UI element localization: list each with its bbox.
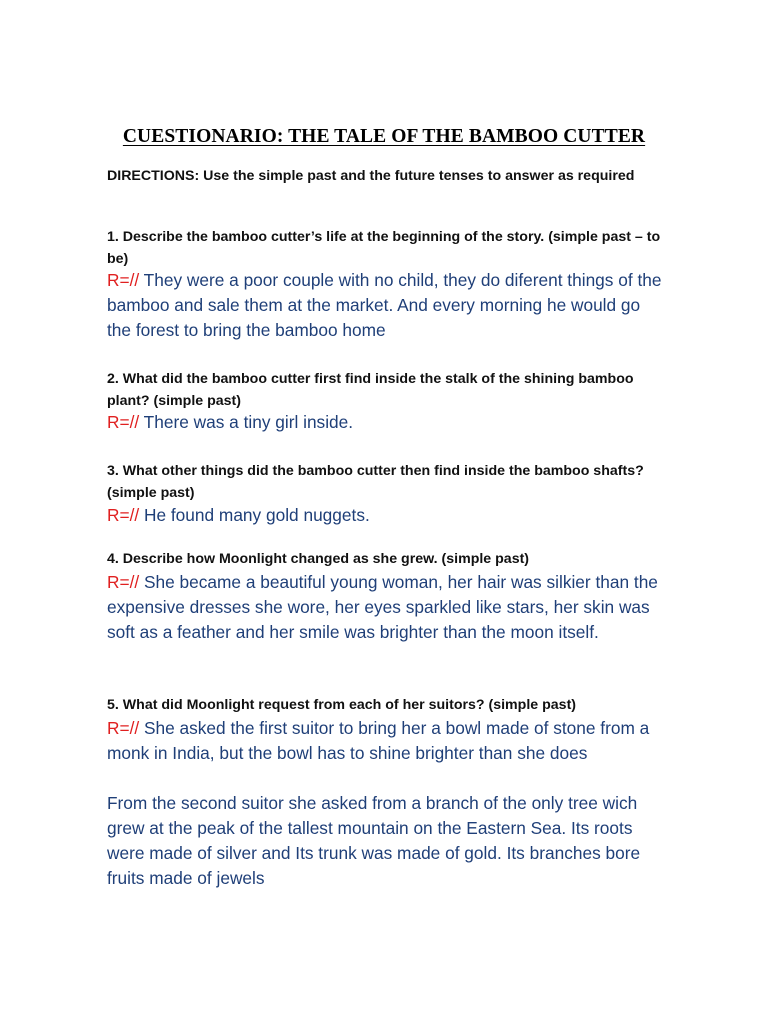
- question-1: 1. Describe the bamboo cutter’s life at the beginning of the story. (simple past – to be): [107, 229, 661, 267]
- answer-marker: R=//: [107, 505, 140, 525]
- question-3: 3. What other things did the bamboo cutter then find inside the bamboo shafts? (simple past): [107, 463, 644, 501]
- directions-text: DIRECTIONS: Use the simple past and the future tenses to answer as required: [107, 168, 635, 184]
- answer-3: [107, 503, 667, 528]
- answer-marker: R=//: [107, 572, 140, 592]
- answer-marker: R=//: [107, 412, 140, 432]
- answer-4-text: She became a beautiful young woman, her hair was silkier than the expensive dresses she wore, her eyes sparkled like stars, her skin was soft as a feather and her smile was brighter than the moon itself.: [107, 572, 658, 642]
- answer-5-continued: From the second suitor she asked from a branch of the only tree wich grew at the peak of the tallest mountain on the Eastern Sea. Its roots were made of silver and Its trunk was made of gold. Its branches bore fruits made of jewels: [107, 793, 641, 888]
- answer-2: [107, 410, 667, 435]
- question-2: 2. What did the bamboo cutter first find inside the stalk of the shining bamboo plant? (simple past): [107, 371, 634, 409]
- answer-5: [107, 716, 667, 766]
- question-5: 5. What did Moonlight request from each of her suitors? (simple past): [107, 697, 577, 713]
- answer-5-text: She asked the first suitor to bring her a bowl made of stone from a monk in India, but the bowl has to shine brighter than she does: [107, 718, 650, 763]
- answer-3-text: He found many gold nuggets.: [139, 505, 370, 525]
- answer-marker: R=//: [107, 270, 140, 290]
- answer-1-text: They were a poor couple with no child, they do diferent things of the bamboo and sale them at the market. And every morning he would go the forest to bring the bamboo home: [107, 270, 662, 340]
- answer-4: [107, 570, 667, 645]
- answer-2-text: There was a tiny girl inside.: [139, 412, 354, 432]
- answer-marker: R=//: [107, 718, 140, 738]
- question-4: 4. Describe how Moonlight changed as she grew. (simple past): [107, 551, 530, 567]
- document-title: CUESTIONARIO: THE TALE OF THE BAMBOO CUTTER: [122, 126, 646, 147]
- answer-1: [107, 268, 667, 343]
